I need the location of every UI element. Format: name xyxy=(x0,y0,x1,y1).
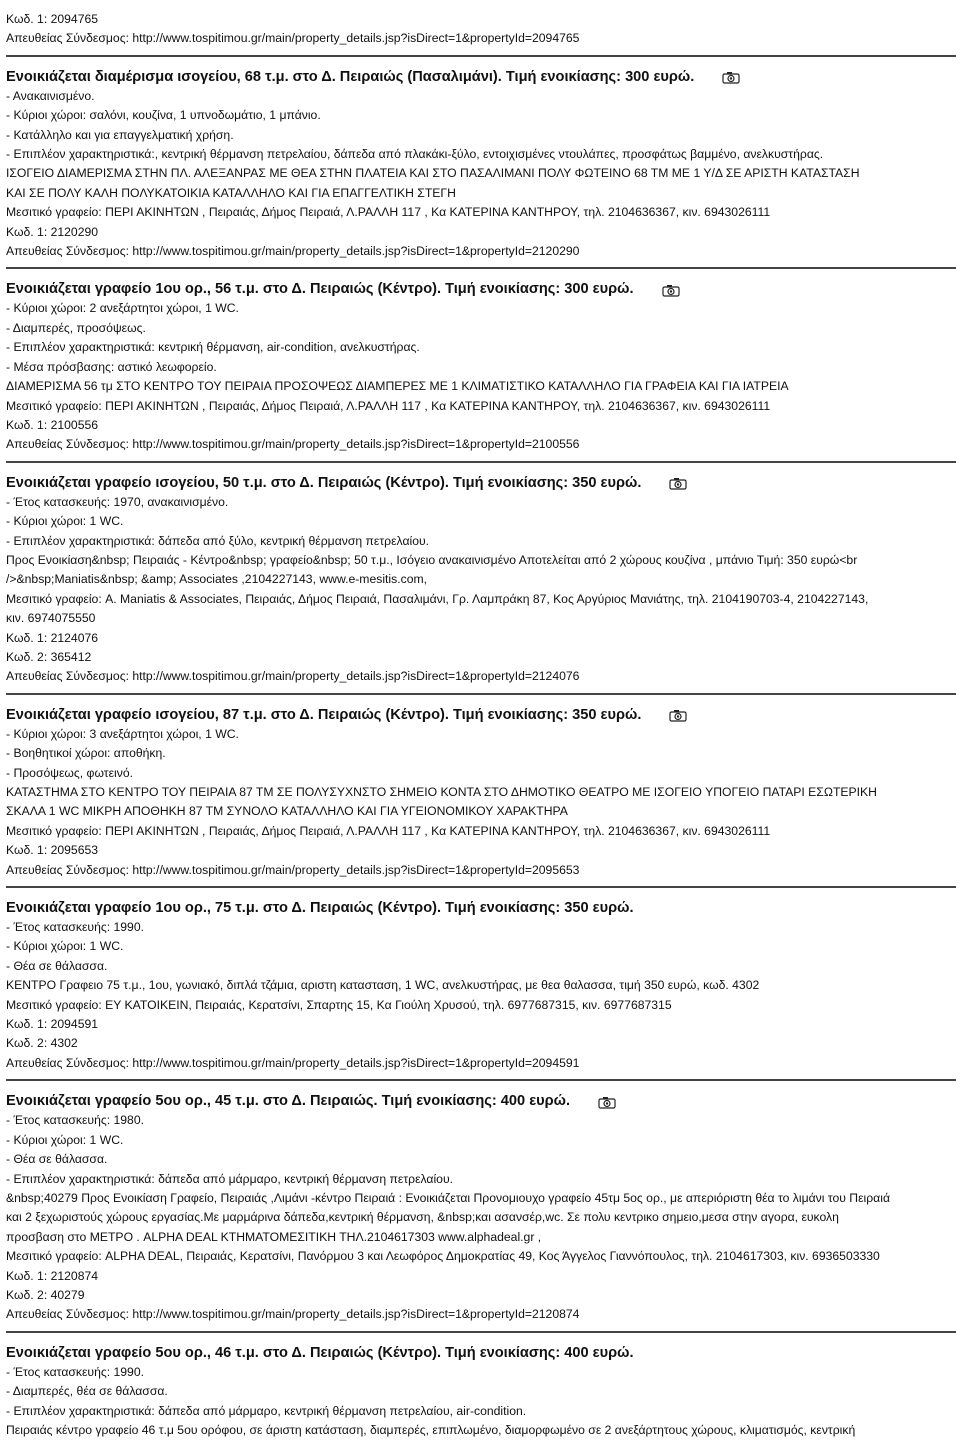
listing-line: ΙΣΟΓΕΙΟ ΔΙΑΜΕΡΙΣΜΑ ΣΤΗΝ ΠΛ. ΑΛΕΞΑΝΡΑΣ ΜΕ ΘΕΑ ΣΤΗΝ ΠΛΑΤΕΙΑ ΚΑΙ ΣΤΟ ΠΑΣΑΛΙΜΑΝΙ ΠΟΛΥ ΦΩΤΕΙΝΟ 68 ΤΜ ΜΕ 1 Υ/Δ ΣΕ ΑΡΙΣΤΗ ΚΑΤΑΣΤΑΣΗ xyxy=(6,166,860,181)
listing-line: - Επιπλέον χαρακτηριστικά: δάπεδα από μάρμαρο, κεντρική θέρμανση πετρελαίου, air-condition. xyxy=(6,1403,527,1418)
direct-link[interactable]: Απευθείας Σύνδεσμος: http://www.tospitimou.gr/main/property_details.jsp?isDirect=1&propertyId=2120290 xyxy=(6,244,580,259)
listing-line: - Κύριοι χώροι: 1 WC. xyxy=(6,939,124,954)
listing-line: ΣΚΑΛΑ 1 WC ΜΙΚΡΗ ΑΠΟΘΗΚΗ 87 ΤΜ ΣΥΝΟΛΟ ΚΑΤΑΛΛΗΛΟ ΚΑΙ ΓΙΑ ΥΓΕΙΟΝΟΜΙΚΟΥ ΧΑΡΑΚΤΗΡΑ xyxy=(6,804,568,819)
agency-line: Μεσιτικό γραφείο: ALPHA DEAL, Πειραιάς, Κερατσίνι, Πανόρμου 3 και Λεωφόρος Δημοκρατίας 49, Κος Άγγελος Γιαννόπουλος, τηλ. 2104617303, κιν. 6936503330 xyxy=(6,1249,880,1264)
listing-line: - Διαμπερές, θέα σε θάλασσα. xyxy=(6,1384,168,1399)
camera-icon[interactable] xyxy=(722,70,740,83)
listing-line: - Επιπλέον χαρακτηριστικά:, κεντρική θέρμανση πετρελαίου, δάπεδα από πλακάκι-ξύλο, εντοιχισμένες ντουλάπες, προσφάτως βαμμένο, ανελκυστήρας. xyxy=(6,147,824,162)
listing-line: - Κύριοι χώροι: σαλόνι, κουζίνα, 1 υπνοδωμάτιο, 1 μπάνιο. xyxy=(6,108,321,123)
listing-title: Ενοικιάζεται γραφείο ισογείου, 50 τ.μ. στο Δ. Πειραιώς (Κέντρο). Τιμή ενοικίασης: 350 ευρώ. xyxy=(6,473,956,493)
divider xyxy=(6,461,956,463)
listing-title: Ενοικιάζεται γραφείο 5ου ορ., 46 τ.μ. στο Δ. Πειραιώς (Κέντρο). Τιμή ενοικίασης: 400 ευρώ. xyxy=(6,1344,634,1361)
listing-line: ΔΙΑΜΕΡΙΣΜΑ 56 τμ ΣΤΟ ΚΕΝΤΡΟ ΤΟΥ ΠΕΙΡΑΙΑ ΠΡΟΣΟΨΕΩΣ ΔΙΑΜΠΕΡΕΣ ΜΕ 1 ΚΛΙΜΑΤΙΣΤΙΚΟ ΚΑΤΑΛΛΗΛΟ ΓΙΑ ΓΡΑΦΕΙΑ ΚΑΙ ΓΙΑ ΙΑΤΡΕΙΑ xyxy=(6,379,789,394)
listing xyxy=(6,1091,956,1324)
listing-line: />&nbsp;Maniatis&nbsp; &amp; Associates ,2104227143, www.e-mesitis.com, xyxy=(6,572,428,587)
camera-icon[interactable] xyxy=(669,708,687,721)
agency-line: Μεσιτικό γραφείο: ΠΕΡΙ ΑΚΙΝΗΤΩΝ , Πειραιάς, Δήμος Πειραιά, Λ.ΡΑΛΛΗ 117 , Κα ΚΑΤΕΡΙΝΑ ΚΑΝΤΗΡΟΥ, τηλ. 2104636367, κιν. 6943026111 xyxy=(6,823,771,838)
property-code: Κωδ. 1: 2094591 xyxy=(6,1017,99,1032)
property-code: Κωδ. 1: 2124076 xyxy=(6,630,99,645)
direct-link[interactable]: Απευθείας Σύνδεσμος: http://www.tospitimou.gr/main/property_details.jsp?isDirect=1&propertyId=2100556 xyxy=(6,437,580,452)
property-code: Κωδ. 1: 2100556 xyxy=(6,417,99,432)
listing-line: - Κατάλληλο και για επαγγελματική χρήση. xyxy=(6,127,234,142)
property-code: Κωδ. 2: 365412 xyxy=(6,649,92,664)
direct-link[interactable]: Απευθείας Σύνδεσμος: http://www.tospitimou.gr/main/property_details.jsp?isDirect=1&propertyId=2120874 xyxy=(6,1307,580,1322)
listing-line: - Θέα σε θάλασσα. xyxy=(6,958,108,973)
listing-line: &nbsp;40279 Προς Ενοικίαση Γραφείο, Πειραιάς ,Λιμάνι -κέντρο Πειραιά : Ενοικιάζεται Προνομιουχο γραφείο 45τμ 5ος ορ., με απεριόριστη θέα το λιμάνι του Πειραιά xyxy=(6,1190,890,1205)
listing-title: Ενοικιάζεται γραφείο 5ου ορ., 45 τ.μ. στο Δ. Πειραιώς. Τιμή ενοικίασης: 400 ευρώ. xyxy=(6,1091,956,1111)
camera-icon[interactable] xyxy=(669,476,687,489)
listing-title: Ενοικιάζεται γραφείο 1ου ορ., 56 τ.μ. στο Δ. Πειραιώς (Κέντρο). Τιμή ενοικίασης: 300 ευρώ. xyxy=(6,279,956,299)
listing-line: - Προσόψεως, φωτεινό. xyxy=(6,765,133,780)
divider xyxy=(6,693,956,695)
listing-line: ΚΑΙ ΣΕ ΠΟΛΥ ΚΑΛΗ ΠΟΛΥΚΑΤΟΙΚΙΑ ΚΑΤΑΛΛΗΛΟ ΚΑΙ ΓΙΑ ΕΠΑΓΓΕΛΤΙΚΗ ΣΤΕΓΗ xyxy=(6,185,456,200)
listing-line: - Βοηθητικοί χώροι: αποθήκη. xyxy=(6,746,166,761)
direct-link[interactable]: Απευθείας Σύνδεσμος: http://www.tospitimou.gr/main/property_details.jsp?isDirect=1&propertyId=2094765 xyxy=(6,31,580,46)
property-code: Κωδ. 1: 2094765 xyxy=(6,12,99,26)
listing-line: - Κύριοι χώροι: 2 ανεξάρτητοι χώροι, 1 WC. xyxy=(6,301,239,316)
agency-line: Μεσιτικό γραφείο: ΕΥ ΚΑΤΟΙΚΕΙΝ, Πειραιάς, Κερατσίνι, Σπαρτης 15, Κα Γιούλη Χρυσού, τηλ. 6977687315, κιν. 6977687315 xyxy=(6,997,672,1012)
agency-line: Μεσιτικό γραφείο: ΠΕΡΙ ΑΚΙΝΗΤΩΝ , Πειραιάς, Δήμος Πειραιά, Λ.ΡΑΛΛΗ 117 , Κα ΚΑΤΕΡΙΝΑ ΚΑΝΤΗΡΟΥ, τηλ. 2104636367, κιν. 6943026111 xyxy=(6,398,771,413)
listing-line: - Κύριοι χώροι: 3 ανεξάρτητοι χώροι, 1 WC. xyxy=(6,726,239,741)
listing-line: και 2 ξεχωριστούς χώρους εργασίας.Με μαρμάρινα δάπεδα,κεντρική θέρμανση, &nbsp;και ασανσέρ,wc. Σε πολυ κεντρικο σημειο,μεσα στην αγορα, ευκολη xyxy=(6,1210,839,1225)
listing-title: Ενοικιάζεται διαμέρισμα ισογείου, 68 τ.μ. στο Δ. Πειραιώς (Πασαλιμάνι). Τιμή ενοικίασης: 300 ευρώ. xyxy=(6,67,956,87)
listing-line: προσβαση στο ΜΕΤΡΟ . ALPHA DEAL ΚΤΗΜΑΤΟΜΕΣΙΤΙΚΗ ΤΗΛ.2104617303 www.alphadeal.gr , xyxy=(6,1229,542,1244)
divider xyxy=(6,886,956,888)
listing xyxy=(6,473,956,687)
listing-line: ΚΕΝΤΡΟ Γραφειο 75 τ.μ., 1ου, γωνιακό, διπλά τζάμια, αριστη κατασταση, 1 WC, ανελκυστήρας, με θεα θαλασσα, τιμή 350 ευρώ, κωδ. 4302 xyxy=(6,978,760,993)
camera-icon[interactable] xyxy=(598,1095,616,1108)
direct-link[interactable]: Απευθείας Σύνδεσμος: http://www.tospitimou.gr/main/property_details.jsp?isDirect=1&propertyId=2094591 xyxy=(6,1055,580,1070)
listing-line: - Έτος κατασκευής: 1970, ανακαινισμένο. xyxy=(6,494,229,509)
divider xyxy=(6,55,956,57)
property-code: Κωδ. 1: 2120290 xyxy=(6,224,99,239)
listing-line: - Θέα σε θάλασσα. xyxy=(6,1152,108,1167)
listing-line: - Επιπλέον χαρακτηριστικά: δάπεδα από ξύλο, κεντρική θέρμανση πετρελαίου. xyxy=(6,533,430,548)
listing-line: Προς Ενοικίαση&nbsp; Πειραιάς - Κέντρο&nbsp; γραφείο&nbsp; 50 τ.μ., Ισόγειο ανακαινισμένο Αποτελείται από 2 χώρους κουζίνα , μπάνιο Τιμή: 350 ευρώ<br xyxy=(6,552,858,567)
listing xyxy=(6,705,956,880)
listing-line: - Διαμπερές, προσόψεως. xyxy=(6,320,146,335)
listing-line: - Επιπλέον χαρακτηριστικά: δάπεδα από μάρμαρο, κεντρική θέρμανση πετρελαίου. xyxy=(6,1171,454,1186)
property-code: Κωδ. 2: 40279 xyxy=(6,1287,85,1302)
listing xyxy=(6,279,956,454)
listing-line: Πειραιάς κέντρο γραφείο 46 τ.μ 5ου ορόφου, σε άριστη κατάσταση, διαμπερές, επιπλωμένο, διαμορφωμένο σε 2 ανεξάρτητους χώρους, κλιματισμός, κεντρική xyxy=(6,1422,856,1437)
listing-line: - Επιπλέον χαρακτηριστικά: κεντρική θέρμανση, air-condition, ανελκυστήρας. xyxy=(6,340,420,355)
agency-line: κιν. 6974075550 xyxy=(6,611,96,626)
listing-line: - Κύριοι χώροι: 1 WC. xyxy=(6,514,124,529)
agency-line: Μεσιτικό γραφείο: ΠΕΡΙ ΑΚΙΝΗΤΩΝ , Πειραιάς, Δήμος Πειραιά, Λ.ΡΑΛΛΗ 117 , Κα ΚΑΤΕΡΙΝΑ ΚΑΝΤΗΡΟΥ, τηλ. 2104636367, κιν. 6943026111 xyxy=(6,205,771,220)
property-code: Κωδ. 1: 2120874 xyxy=(6,1268,99,1283)
divider xyxy=(6,1079,956,1081)
listing-line: - Έτος κατασκευής: 1990. xyxy=(6,920,144,935)
listing-line: - Ανακαινισμένο. xyxy=(6,88,95,103)
property-code: Κωδ. 1: 2095653 xyxy=(6,843,99,858)
camera-icon[interactable] xyxy=(662,283,680,296)
divider xyxy=(6,267,956,269)
property-code: Κωδ. 2: 4302 xyxy=(6,1036,78,1051)
listing xyxy=(6,67,956,262)
direct-link[interactable]: Απευθείας Σύνδεσμος: http://www.tospitimou.gr/main/property_details.jsp?isDirect=1&propertyId=2095653 xyxy=(6,862,580,877)
listing-title: Ενοικιάζεται γραφείο 1ου ορ., 75 τ.μ. στο Δ. Πειραιώς (Κέντρο). Τιμή ενοικίασης: 350 ευρώ. xyxy=(6,900,634,917)
listing-line: - Μέσα πρόσβασης: αστικό λεωφορείο. xyxy=(6,359,217,374)
listing-line: - Κύριοι χώροι: 1 WC. xyxy=(6,1132,124,1147)
listing xyxy=(6,898,956,1073)
listing-line: ΚΑΤΑΣΤΗΜΑ ΣΤΟ ΚΕΝΤΡΟ ΤΟΥ ΠΕΙΡΑΙΑ 87 ΤΜ ΣΕ ΠΟΛΥΣΥΧΝΣΤΟ ΣΗΜΕΙΟ ΚΟΝΤΑ ΣΤΟ ΔΗΜΟΤΙΚΟ ΘΕΑΤΡΟ ΜΕ ΙΣΟΓΕΙΟ ΥΠΟΓΕΙΟ ΠΑΤΑΡΙ ΕΣΩΤΕΡΙΚΗ xyxy=(6,785,877,799)
listing-line: - Έτος κατασκευής: 1980. xyxy=(6,1113,144,1128)
document-page xyxy=(6,10,956,1440)
listing-title: Ενοικιάζεται γραφείο ισογείου, 87 τ.μ. στο Δ. Πειραιώς (Κέντρο). Τιμή ενοικίασης: 350 ευρώ. xyxy=(6,705,956,725)
agency-line: Μεσιτικό γραφείο: A. Maniatis & Associates, Πειραιάς, Δήμος Πειραιά, Πασαλιμάνι, Γρ. Λαμπράκη 87, Κος Αργύριος Μανιάτης, τηλ. 2104190703-4, 2104227143, xyxy=(6,591,869,606)
divider xyxy=(6,1331,956,1333)
listing-line: - Έτος κατασκευής: 1990. xyxy=(6,1364,144,1379)
direct-link[interactable]: Απευθείας Σύνδεσμος: http://www.tospitimou.gr/main/property_details.jsp?isDirect=1&propertyId=2124076 xyxy=(6,669,580,684)
listing xyxy=(6,1343,956,1440)
